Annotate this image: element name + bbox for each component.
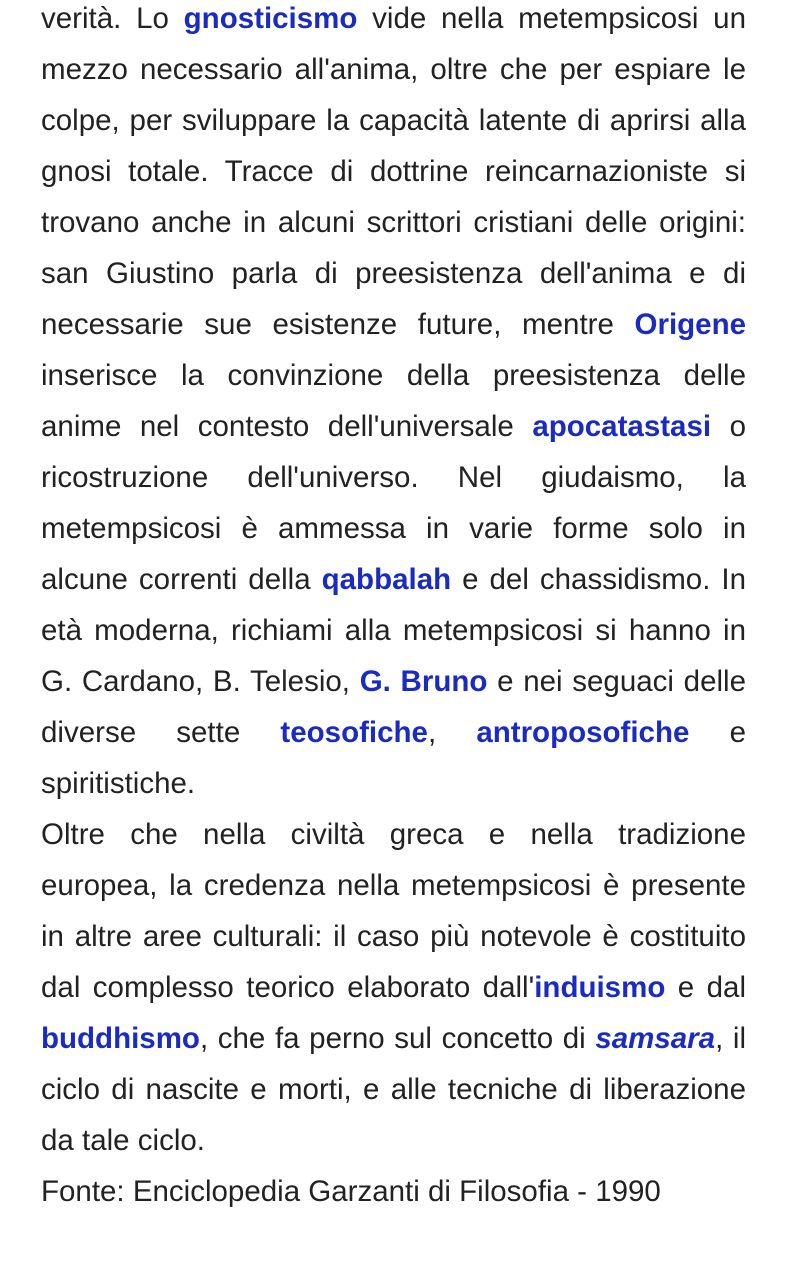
- source-citation: Fonte: Enciclopedia Garzanti di Filosofia - 1990: [41, 1175, 661, 1208]
- link-teosofiche[interactable]: teosofiche: [280, 716, 428, 749]
- link-origene[interactable]: Origene: [634, 308, 746, 341]
- link-buddhismo[interactable]: buddhismo: [41, 1022, 200, 1055]
- text-run: o ricostruzione dell'universo. Nel giudaismo, la metempsicosi è ammessa in varie forme solo in alcune correnti della: [41, 410, 746, 596]
- text-run: , che fa perno sul concetto di: [199, 1022, 596, 1055]
- text-run: e spiritistiche.: [41, 716, 746, 800]
- text-run: vide nella metempsicosi un mezzo necessario all'anima, oltre che per espiare le colpe, per sviluppare la capacità latente di aprirsi alla gnosi totale. Tracce di dottrine reincarnazioniste si trovano anche in alcuni scrittori cristiani delle origini: san Giustino parla di preesistenza dell'anima e di necessarie sue esistenze future, mentre: [41, 2, 746, 341]
- text-run: e nei seguaci delle diverse sette: [41, 665, 746, 749]
- text-run: verità. Lo: [41, 2, 184, 35]
- text-run: e del chassidismo. In età moderna, richiami alla metempsicosi si hanno in G. Cardano, B. Telesio,: [41, 563, 746, 698]
- link-induismo[interactable]: induismo: [534, 971, 666, 1004]
- text-run: , il ciclo di nascite e morti, e alle tecniche di liberazione da tale ciclo.: [41, 1022, 747, 1157]
- link-samsara[interactable]: samsara: [595, 1022, 716, 1055]
- article-body: [41, 0, 746, 1217]
- link-antroposofiche[interactable]: antroposofiche: [476, 716, 690, 749]
- text-run: inserisce la convinzione della preesistenza delle anime nel contesto dell'universale: [41, 359, 746, 443]
- text-run: e dal: [665, 971, 746, 1004]
- link-g-bruno[interactable]: G. Bruno: [359, 665, 488, 698]
- paragraph-metempsicosi-history: [41, 0, 746, 809]
- paragraph-other-cultures: [41, 809, 746, 1166]
- link-apocatastasi[interactable]: apocatastasi: [532, 410, 712, 443]
- text-run: Oltre che nella civiltà greca e nella tradizione europea, la credenza nella metempsicosi è presente in altre aree culturali: il caso più notevole è costituito dal complesso teorico elaborato dall': [41, 818, 746, 1004]
- link-gnosticismo[interactable]: gnosticismo: [183, 2, 358, 35]
- text-run: ,: [427, 716, 477, 749]
- link-qabbalah[interactable]: qabbalah: [321, 563, 452, 596]
